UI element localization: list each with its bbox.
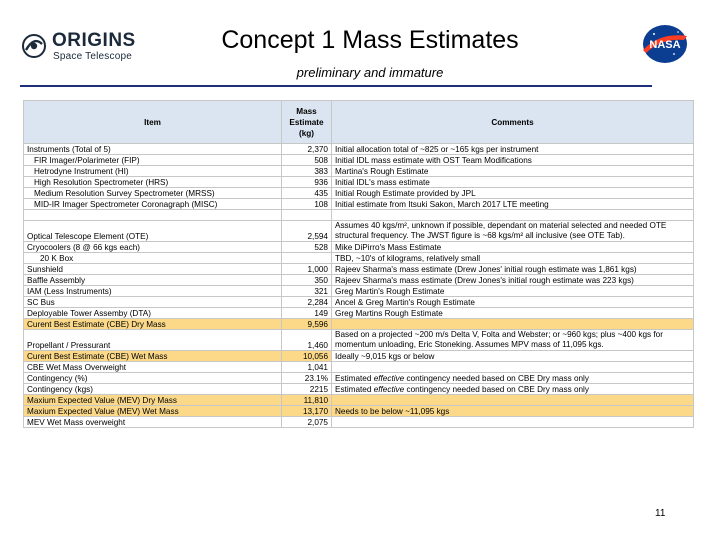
comment-cell xyxy=(332,319,694,330)
comment-cell xyxy=(332,362,694,373)
comment-pre: Estimated xyxy=(335,373,374,383)
mass-cell: 1,460 xyxy=(282,330,332,351)
mass-cell: 13,170 xyxy=(282,406,332,417)
table-row xyxy=(24,308,694,319)
col-header-comments: Comments xyxy=(332,101,694,144)
item-cell: Optical Telescope Element (OTE) xyxy=(24,221,282,242)
title-rule xyxy=(20,85,652,87)
origins-logo xyxy=(20,30,150,66)
mass-cell: 528 xyxy=(282,242,332,253)
comment-cell: Needs to be below ~11,095 kgs xyxy=(332,406,694,417)
item-cell: Contingency (kgs) xyxy=(24,384,282,395)
mass-cell: 2215 xyxy=(282,384,332,395)
item-cell: CBE Wet Mass Overweight xyxy=(24,362,282,373)
comment-cell: Ideally ~9,015 kgs or below xyxy=(332,351,694,362)
comment-cell: Initial IDL's mass estimate xyxy=(332,177,694,188)
comment-cell: TBD, ~10's of kilograms, relatively small xyxy=(332,253,694,264)
table-header-row xyxy=(24,101,694,144)
comment-cell: Initial estimate from Itsuki Sakon, March 2017 LTE meeting xyxy=(332,199,694,210)
mass-cell: 2,370 xyxy=(282,144,332,155)
table-row xyxy=(24,210,694,221)
table-row xyxy=(24,417,694,428)
mass-cell: 1,000 xyxy=(282,264,332,275)
table-row xyxy=(24,155,694,166)
comment-cell: Initial allocation total of ~825 or ~165 kgs per instrument xyxy=(332,144,694,155)
item-cell: Instruments (Total of 5) xyxy=(24,144,282,155)
table-row xyxy=(24,384,694,395)
comment-post: contingency needed based on CBE Dry mass only xyxy=(406,384,589,394)
mass-cell: 2,594 xyxy=(282,221,332,242)
comment-cell: Ancel & Greg Martin's Rough Estimate xyxy=(332,297,694,308)
item-cell: High Resolution Spectrometer (HRS) xyxy=(24,177,282,188)
table-row xyxy=(24,286,694,297)
item-cell: SC Bus xyxy=(24,297,282,308)
item-cell: Sunshield xyxy=(24,264,282,275)
origins-logo-word: ORIGINS xyxy=(52,30,136,51)
comment-emphasis: effective xyxy=(373,384,407,394)
mass-cell: 321 xyxy=(282,286,332,297)
table-row xyxy=(24,362,694,373)
comment-cell: Greg Martin's Rough Estimate xyxy=(332,286,694,297)
table-row xyxy=(24,373,694,384)
table-row xyxy=(24,177,694,188)
table-row xyxy=(24,264,694,275)
table-row xyxy=(24,242,694,253)
mass-cell: 108 xyxy=(282,199,332,210)
mass-cell: 350 xyxy=(282,275,332,286)
item-cell: MEV Wet Mass overweight xyxy=(24,417,282,428)
mass-cell: 2,284 xyxy=(282,297,332,308)
table-row xyxy=(24,330,694,351)
item-cell: Cryocoolers (8 @ 66 kgs each) xyxy=(24,242,282,253)
table-row xyxy=(24,144,694,155)
item-cell: Medium Resolution Survey Spectrometer (MRSS) xyxy=(24,188,282,199)
item-cell: Hetrodyne Instrument (HI) xyxy=(24,166,282,177)
comment-cell xyxy=(332,384,694,395)
table-row-highlight xyxy=(24,351,694,362)
item-cell: Maxium Expected Value (MEV) Dry Mass xyxy=(24,395,282,406)
col-header-item: Item xyxy=(24,101,282,144)
mass-cell: 9,596 xyxy=(282,319,332,330)
slide-subtitle: preliminary and immature xyxy=(296,65,444,80)
comment-cell xyxy=(332,395,694,406)
item-cell: Propellant / Pressurant xyxy=(24,330,282,351)
mass-cell: 383 xyxy=(282,166,332,177)
table-row-highlight xyxy=(24,319,694,330)
col-header-mass: Mass Estimate (kg) xyxy=(282,101,332,144)
comment-cell xyxy=(332,417,694,428)
mass-cell: 10,056 xyxy=(282,351,332,362)
table-row xyxy=(24,221,694,242)
mass-cell: 11,810 xyxy=(282,395,332,406)
item-cell: Contingency (%) xyxy=(24,373,282,384)
table-row xyxy=(24,188,694,199)
item-cell: Baffle Assembly xyxy=(24,275,282,286)
item-cell: 20 K Box xyxy=(24,253,282,264)
nasa-logo xyxy=(640,22,690,66)
item-cell: Maxium Expected Value (MEV) Wet Mass xyxy=(24,406,282,417)
nasa-logo-text: NASA xyxy=(649,39,681,51)
comment-pre: Estimated xyxy=(335,384,374,394)
comment-cell: Based on a projected ~200 m/s Delta V, Folta and Webster; or ~960 kgs; plus ~400 kgs for momentum unloading, Eric Stoneking. Assumes MPV mass of 11,095 kgs. xyxy=(332,330,694,351)
origins-emblem-icon xyxy=(20,32,48,60)
comment-cell xyxy=(332,373,694,384)
comment-cell: Initial Rough Estimate provided by JPL xyxy=(332,188,694,199)
item-cell: FIR Imager/Polarimeter (FIP) xyxy=(24,155,282,166)
mass-cell: 149 xyxy=(282,308,332,319)
comment-cell: Rajeev Sharma's mass estimate (Drew Jones's initial rough estimate was 223 kgs) xyxy=(332,275,694,286)
mass-cell: 936 xyxy=(282,177,332,188)
item-cell: MID-IR Imager Spectrometer Coronagraph (MISC) xyxy=(24,199,282,210)
table-row-highlight xyxy=(24,395,694,406)
table-row xyxy=(24,253,694,264)
table-row xyxy=(24,199,694,210)
mass-cell: 2,075 xyxy=(282,417,332,428)
mass-table xyxy=(23,100,693,428)
comment-cell: Mike DiPirro's Mass Estimate xyxy=(332,242,694,253)
comment-cell: Greg Martins Rough Estimate xyxy=(332,308,694,319)
item-cell: Curent Best Estimate (CBE) Wet Mass xyxy=(24,351,282,362)
table-row xyxy=(24,297,694,308)
table-row xyxy=(24,166,694,177)
item-cell: Curent Best Estimate (CBE) Dry Mass xyxy=(24,319,282,330)
table-row-highlight xyxy=(24,406,694,417)
comment-cell: Rajeev Sharma's mass estimate (Drew Jones' initial rough estimate was 1,861 kgs) xyxy=(332,264,694,275)
comment-emphasis: effective xyxy=(373,373,407,383)
mass-cell: 23.1% xyxy=(282,373,332,384)
comment-cell: Martina's Rough Estimate xyxy=(332,166,694,177)
comment-cell: Assumes 40 kgs/m², unknown if possible, dependant on material selected and needed OTE structural frequency. The JWST figure is ~68 kgs/m² all inclusive (see OTE Tab). xyxy=(332,221,694,242)
origins-logo-sub: Space Telescope xyxy=(53,51,132,62)
item-cell: Deployable Tower Assemby (DTA) xyxy=(24,308,282,319)
comment-post: contingency needed based on CBE Dry mass only xyxy=(406,373,589,383)
page-number: 11 xyxy=(655,508,666,519)
mass-cell: 1,041 xyxy=(282,362,332,373)
mass-cell xyxy=(282,253,332,264)
comment-cell: Initial IDL mass estimate with OST Team Modifications xyxy=(332,155,694,166)
mass-cell: 508 xyxy=(282,155,332,166)
mass-cell: 435 xyxy=(282,188,332,199)
slide-title: Concept 1 Mass Estimates xyxy=(221,26,519,54)
table-row xyxy=(24,275,694,286)
item-cell: IAM (Less Instruments) xyxy=(24,286,282,297)
